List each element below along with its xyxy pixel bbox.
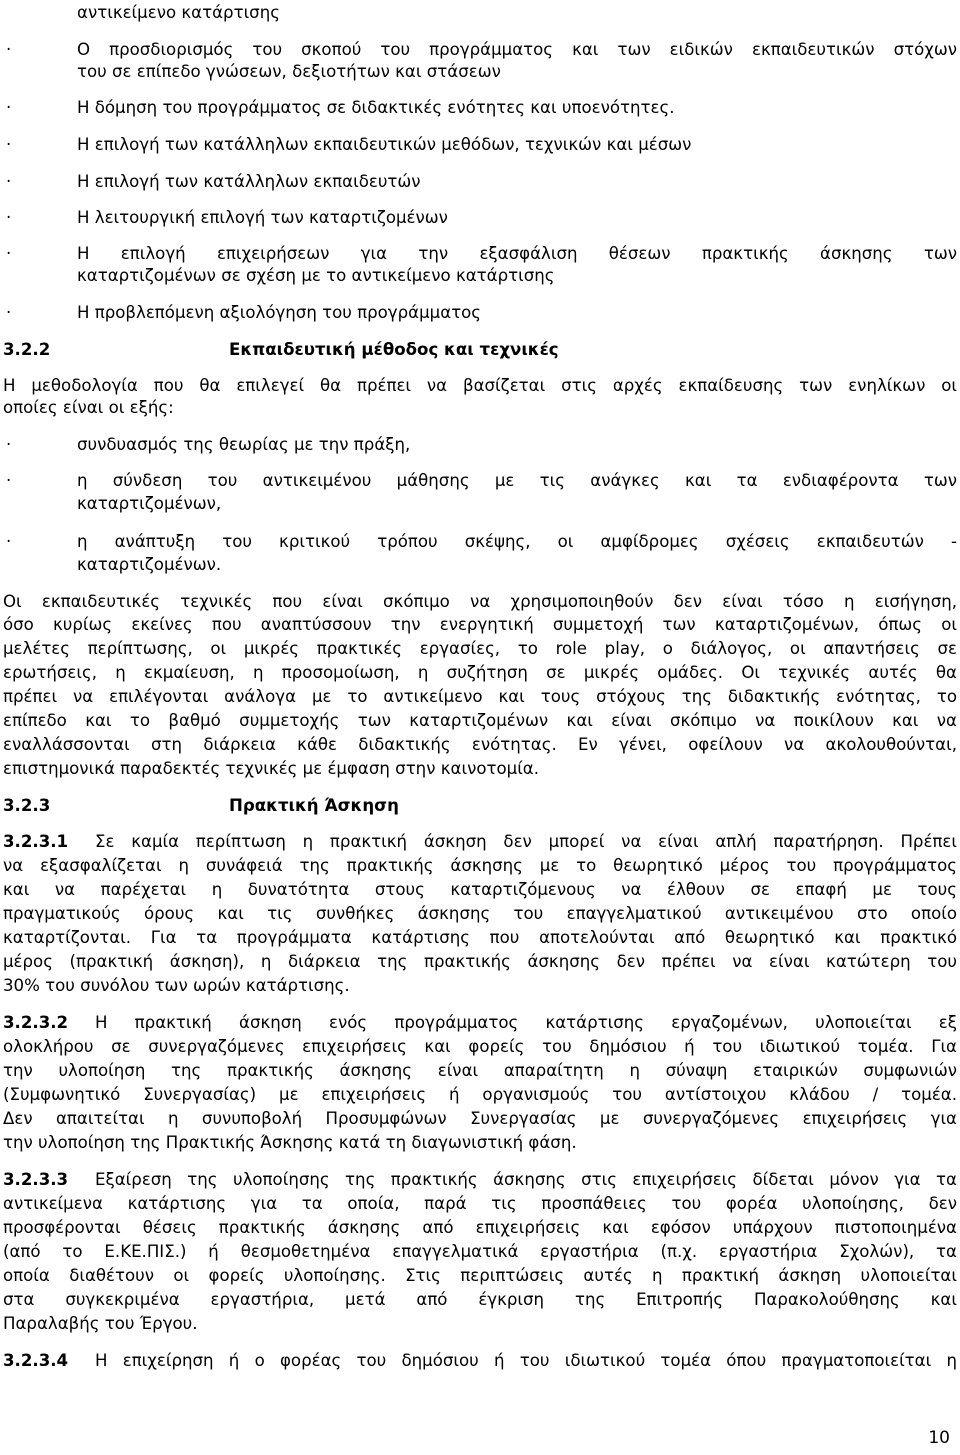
- paragraph-line: όσο κυρίως εκείνες που αναπτύσσουν την ενεργητική συμμετοχή των καταρτιζομένων, όπως οι: [3, 615, 957, 634]
- paragraph-line: μελέτες περίπτωσης, οι μικρές πρακτικές εργασίες, το role play, ο διάλογος, οι απαντήσεις σε: [3, 639, 957, 658]
- paragraph-line: επίπεδο και το βαθμό συμμετοχής των καταρτιζομένων και είναι σκόπιμο να ποικίλουν και να: [3, 711, 957, 730]
- list-item-continuation: καταρτιζομένων.: [77, 555, 222, 574]
- paragraph-line: στα συγκεκριμένα εργαστήρια, μετά από έγκριση της Επιτροπής Παρακολούθησης και: [3, 1290, 957, 1309]
- bullet-mark: ·: [6, 435, 12, 454]
- paragraph-line: Εξαίρεση της υλοποίησης της πρακτικής άσκησης στις επιχειρήσεις δίδεται μόνον για τα: [95, 1170, 957, 1189]
- paragraph-line: οποίες είναι οι εξής:: [3, 398, 174, 417]
- bullet-mark: ·: [6, 303, 12, 322]
- paragraph-line: να εξασφαλίζεται η συνάφειά της πρακτικής άσκησης με το θεωρητικό μέρος του προγράμματος: [3, 856, 957, 875]
- paragraph-line: αντικείμενα κατάρτισης για τα οποία, παρά τις προσπάθειες του φορέα υλοποίησης, δεν: [3, 1194, 957, 1213]
- list-item: η σύνδεση του αντικειμένου μάθησης με τις ανάγκες και τα ενδιαφέροντα των: [77, 471, 957, 490]
- paragraph-line: επιστημονικά παραδεκτές τεχνικές με έμφαση στην καινοτομία.: [3, 759, 540, 778]
- list-item: Η λειτουργική επιλογή των καταρτιζομένων: [77, 208, 448, 227]
- list-item: Η προβλεπόμενη αξιολόγηση του προγράμματος: [77, 303, 482, 322]
- list-item-continuation: καταρτιζομένων σε σχέση με το αντικείμενο κατάρτισης: [77, 266, 555, 285]
- paragraph-line: την υλοποίηση της πρακτικής άσκησης είναι απαραίτητη η σύναψη εταιρικών συμφωνιών: [3, 1061, 957, 1080]
- bullet-mark: ·: [6, 40, 12, 59]
- page-number: 10: [928, 1428, 950, 1448]
- paragraph-line: Η πρακτική άσκηση ενός προγράμματος κατάρτισης εργαζομένων, υλοποιείται εξ: [95, 1013, 957, 1032]
- paragraph-line: Η επιχείρηση ή ο φορέας του δημόσιου ή του ιδιωτικού τομέα όπου πραγματοποιείται η: [95, 1351, 957, 1370]
- paragraph-line: εναλλάσσονται στη διάρκεια κάθε διδακτικής ενότητας. Εν γένει, οφείλουν να ακολουθούνται,: [3, 735, 957, 754]
- paragraph-line: πραγματικούς όρους και τις συνθήκες άσκησης του επαγγελματικού αντικειμένου στο οποίο: [3, 904, 957, 923]
- subsection-number: 3.2.3.3: [3, 1170, 69, 1189]
- section-number-3-2-2: 3.2.2: [3, 340, 51, 359]
- paragraph-line: προσφέρονται θέσεις πρακτικής άσκησης από επιχειρήσεις και εφόσον υπάρχουν πιστοποιημένα: [3, 1218, 957, 1237]
- subsection-number: 3.2.3.1: [3, 832, 69, 851]
- paragraph-line: την υλοποίηση της Πρακτικής Άσκησης κατά τη διαγωνιστική φάση.: [3, 1133, 577, 1152]
- list-item-continuation: του σε επίπεδο γνώσεων, δεξιοτήτων και στάσεων: [77, 62, 501, 81]
- paragraph-line: Οι εκπαιδευτικές τεχνικές που είναι σκόπιμο να χρησιμοποιηθούν δεν είναι τόσο η εισήγηση,: [3, 592, 957, 611]
- bullet-mark: ·: [6, 208, 12, 227]
- bullet-mark: ·: [6, 471, 12, 490]
- paragraph-line: καταρτίζονται. Για τα προγράμματα κατάρτισης που αποτελούνται από θεωρητικό και πρακτικό: [3, 928, 957, 947]
- section-number-3-2-3: 3.2.3: [3, 796, 51, 815]
- subsection-number: 3.2.3.2: [3, 1013, 69, 1032]
- paragraph-line: Δεν απαιτείται η συνυποβολή Προσυμφώνων Συνεργασίας με συνεργαζόμενες επιχειρήσεις για: [3, 1109, 957, 1128]
- bullet-mark: ·: [6, 135, 12, 154]
- list-item: Η επιλογή επιχειρήσεων για την εξασφάλιση θέσεων πρακτικής άσκησης των: [77, 244, 957, 263]
- paragraph-line: μέρος (πρακτική άσκηση), η διάρκεια της πρακτικής άσκησης δεν πρέπει να είναι κατώτερη του: [3, 952, 957, 971]
- paragraph-line: οποία διαθέτουν οι φορείς υλοποίησης. Στις περιπτώσεις αυτές η πρακτική άσκηση υλοποιείται: [3, 1266, 957, 1285]
- section-title-3-2-3: Πρακτική Άσκηση: [229, 796, 399, 815]
- bullet-mark: ·: [6, 172, 12, 191]
- paragraph-line: Παραλαβής του Έργου.: [3, 1314, 198, 1333]
- paragraph-line: Η μεθοδολογία που θα επιλεγεί θα πρέπει να βασίζεται στις αρχές εκπαίδευσης των ενηλίκων οι: [3, 376, 957, 395]
- bullet-mark: ·: [6, 244, 12, 263]
- paragraph-line: πρέπει να επιλέγονται ανάλογα με το αντικείμενο και τους στόχους της διδακτικής ενότητας, το: [3, 687, 957, 706]
- list-item: συνδυασμός της θεωρίας με την πράξη,: [77, 435, 411, 454]
- bullet-mark: ·: [6, 98, 12, 117]
- list-item: Ο προσδιορισμός του σκοπού του προγράμματος και των ειδικών εκπαιδευτικών στόχων: [77, 40, 957, 59]
- subsection-number: 3.2.3.4: [3, 1351, 69, 1370]
- list-item: Η επιλογή των κατάλληλων εκπαιδευτικών μεθόδων, τεχνικών και μέσων: [77, 135, 692, 154]
- paragraph-line: (από το Ε.ΚΕ.ΠΙΣ.) ή θεσμοθετημένα επαγγελματικά εργαστήρια (π.χ. εργαστήρια Σχολών), τα: [3, 1242, 957, 1261]
- intro-fragment: αντικείμενο κατάρτισης: [77, 3, 280, 22]
- list-item-continuation: καταρτιζομένων,: [77, 494, 222, 513]
- section-title-3-2-2: Εκπαιδευτική μέθοδος και τεχνικές: [229, 340, 559, 359]
- list-item: Η επιλογή των κατάλληλων εκπαιδευτών: [77, 172, 421, 191]
- list-item: Η δόμηση του προγράμματος σε διδακτικές ενότητες και υποενότητες.: [77, 98, 675, 117]
- paragraph-line: Σε καμία περίπτωση η πρακτική άσκηση δεν μπορεί να είναι απλή παρατήρηση. Πρέπει: [95, 832, 957, 851]
- list-item: η ανάπτυξη του κριτικού τρόπου σκέψης, οι αμφίδρομες σχέσεις εκπαιδευτών -: [77, 532, 957, 551]
- paragraph-line: ολοκλήρου σε συνεργαζόμενες επιχειρήσεις και φορείς του δημόσιου ή του ιδιωτικού τομέα. Για: [3, 1037, 957, 1056]
- paragraph-line: ερωτήσεις, η εκμαίευση, η προσομοίωση, η συζήτηση σε μικρές ομάδες. Οι τεχνικές αυτές θα: [3, 663, 957, 682]
- paragraph-line: 30% του συνόλου των ωρών κατάρτισης.: [3, 976, 350, 995]
- bullet-mark: ·: [6, 532, 12, 551]
- paragraph-line: και να παρέχεται η δυνατότητα στους καταρτιζόμενους να έλθουν σε επαφή με τους: [3, 880, 957, 899]
- paragraph-line: (Συμφωνητικό Συνεργασίας) με επιχειρήσεις ή οργανισμούς του αντίστοιχου κλάδου / τομέα.: [3, 1085, 957, 1104]
